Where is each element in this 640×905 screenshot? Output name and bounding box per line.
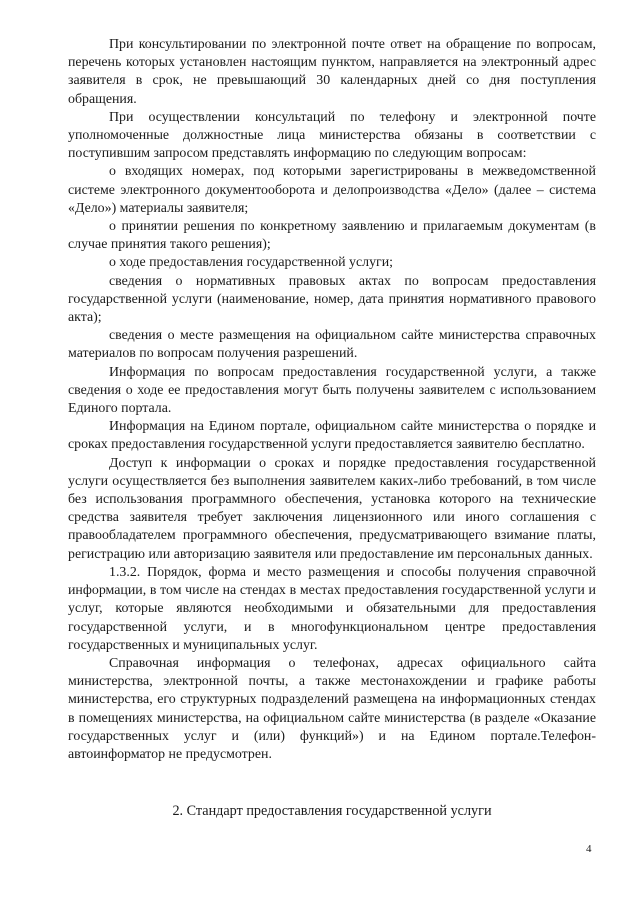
paragraph-phone-consultation: При осуществлении консультаций по телефону и электронной почте уполномоченные должностные лица министерства обязаны в соответствии с поступившим запросом представлять информацию по следующим вопросам: (68, 109, 596, 162)
paragraph-decision: о принятии решения по конкретному заявлению и прилагаемым документам (в случае принятия такого решения); (68, 219, 596, 253)
section-heading: 2. Стандарт предоставления государственной услуги (172, 803, 492, 819)
paragraph-incoming-numbers: о входящих номерах, под которыми зарегистрированы в межведомственной системе электронного документооборота и делопроизводства «Дело» (далее – система «Дело») материалы заявителя; (68, 164, 596, 216)
body-text (68, 36, 596, 764)
paragraph-site-materials: сведения о месте размещения на официальном сайте министерства справочных материалов по вопросам получения разрешений. (68, 328, 596, 362)
paragraph-free-information: Информация на Едином портале, официальном сайте министерства о порядке и сроках предоставления государственной услуги предоставляется заявителю бесплатно. (68, 419, 596, 453)
paragraph-service-progress: о ходе предоставления государственной услуги; (109, 255, 394, 271)
paragraph-legal-acts: сведения о нормативных правовых актах по вопросам предоставления государственной услуги (наименование, номер, дата принятия нормативного правового акта); (68, 273, 596, 326)
paragraph-1-3-2: 1.3.2. Порядок, форма и место размещения и способы получения справочной информации, в том числе на стендах в местах предоставления государственной услуги и услуг, которые являются необходимыми и обязательными для предоставления государственной услуги, и в многофункциональном центре предоставления государственных и муниципальных услуг. (68, 564, 596, 653)
paragraph-email-consultation: При консультировании по электронной почте ответ на обращение по вопросам, перечень которых установлен настоящим пунктом, направляется на электронный адрес заявителя в срок, не превышающий 30 календарных дней со дня поступления обращения. (68, 37, 596, 107)
page-number: 4 (586, 843, 592, 855)
paragraph-unified-portal: Информация по вопросам предоставления государственной услуги, а также сведения о ходе ее предоставления могут быть получены заявителем с использованием Единого портала. (68, 364, 596, 417)
paragraph-reference-info: Справочная информация о телефонах, адресах официального сайта министерства, электронной почты, а также местонахождении и графике работы министерства, его структурных подразделений размещена на информационных стендах в помещениях министерства, на официальном сайте министерства (в разделе «Оказание государственных услуг и (или) функций») и на Едином портале.Телефон-автоинформатор не предусмотрен. (68, 655, 596, 762)
paragraph-access-requirements: Доступ к информации о сроках и порядке предоставления государственной услуги осуществляется без выполнения заявителем каких-либо требований, в том числе без использования программного обеспечения, установка которого на технические средства заявителя требует заключения лицензионного или иного соглашения с правообладателем программного обеспечения, предусматривающего взимание платы, регистрацию или авторизацию заявителя или предоставление им персональных данных. (68, 455, 596, 562)
